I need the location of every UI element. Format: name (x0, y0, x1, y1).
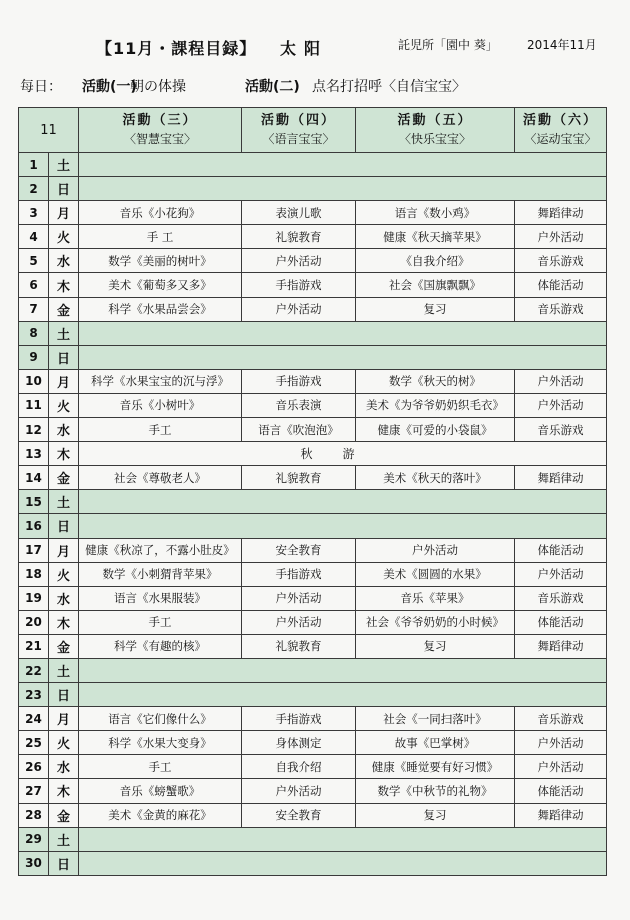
weekend-cell (79, 177, 607, 201)
weekday: 火 (49, 225, 79, 249)
day-number: 9 (19, 345, 49, 369)
day-number: 14 (19, 466, 49, 490)
activity-cell: 数学《秋天的树》 (356, 369, 515, 393)
weekday: 金 (49, 803, 79, 827)
day-number: 11 (19, 393, 49, 417)
weekday: 木 (49, 442, 79, 466)
table-row (19, 466, 607, 490)
weekday: 木 (49, 779, 79, 803)
weekday: 土 (49, 321, 79, 345)
activity-cell: 健康《秋凉了，不露小肚皮》 (79, 538, 242, 562)
activity-cell: 户外活动 (242, 610, 356, 634)
weekday: 日 (49, 683, 79, 707)
activity-cell: 音乐《苹果》 (356, 586, 515, 610)
activity-cell: 手指游戏 (242, 707, 356, 731)
day-number: 18 (19, 562, 49, 586)
day-number: 2 (19, 177, 49, 201)
activity-cell: 礼貌教育 (242, 634, 356, 658)
day-number: 26 (19, 755, 49, 779)
column-header (79, 108, 242, 153)
table-row (19, 755, 607, 779)
weekday: 土 (49, 153, 79, 177)
weekend-cell (79, 851, 607, 875)
day-number: 1 (19, 153, 49, 177)
activity-cell: 美术《秋天的落叶》 (356, 466, 515, 490)
activity-cell: 礼貌教育 (242, 466, 356, 490)
day-number: 12 (19, 418, 49, 442)
activity-cell: 复习 (356, 634, 515, 658)
table-row (19, 321, 607, 345)
table-row (19, 827, 607, 851)
activity-cell: 美术《为爷爷奶奶织毛衣》 (356, 393, 515, 417)
page-header (0, 30, 630, 60)
activity-cell: 户外活动 (356, 538, 515, 562)
day-number: 30 (19, 851, 49, 875)
activity-cell: 《自我介绍》 (356, 249, 515, 273)
weekday: 水 (49, 418, 79, 442)
activity-cell: 舞蹈律动 (515, 466, 607, 490)
weekday: 月 (49, 707, 79, 731)
activity-cell: 音乐游戏 (515, 418, 607, 442)
column-name: 活動（四） (261, 113, 337, 128)
activity2-text: 点名打招呼〈自信宝宝〉 (312, 79, 466, 95)
class-name: 太阳 (280, 39, 329, 58)
weekday: 土 (49, 658, 79, 682)
activity-cell: 安全教育 (242, 803, 356, 827)
weekday: 土 (49, 490, 79, 514)
table-row (19, 731, 607, 755)
activity1-text: 朝の体操 (130, 79, 186, 95)
activity-cell: 体能活动 (515, 538, 607, 562)
table-row (19, 345, 607, 369)
table-row (19, 153, 607, 177)
activity1-label: 活動(一) (82, 79, 137, 95)
activity-cell: 音乐《小花狗》 (79, 201, 242, 225)
weekend-cell (79, 658, 607, 682)
document-title: 【11月・課程目録】 (96, 39, 257, 58)
activity-cell: 户外活动 (515, 562, 607, 586)
weekday: 月 (49, 369, 79, 393)
table-row (19, 369, 607, 393)
activity-cell: 社会《一同扫落叶》 (356, 707, 515, 731)
column-header (356, 108, 515, 153)
day-number: 29 (19, 827, 49, 851)
merged-event: 秋游 (79, 442, 607, 466)
day-number: 27 (19, 779, 49, 803)
column-sub: 〈语言宝宝〉 (262, 132, 335, 146)
day-number: 28 (19, 803, 49, 827)
activity-cell: 复习 (356, 297, 515, 321)
activity-cell: 手工 (79, 610, 242, 634)
column-sub: 〈智慧宝宝〉 (124, 132, 197, 146)
header-row (19, 108, 607, 153)
weekend-cell (79, 683, 607, 707)
weekday: 日 (49, 177, 79, 201)
day-number: 5 (19, 249, 49, 273)
table-row (19, 249, 607, 273)
activity-cell: 手指游戏 (242, 369, 356, 393)
activity-cell: 手 工 (79, 225, 242, 249)
activity-cell: 身体测定 (242, 731, 356, 755)
table-row (19, 297, 607, 321)
activity-cell: 健康《可爱的小袋鼠》 (356, 418, 515, 442)
table-row (19, 177, 607, 201)
school-name: 託児所「園中 葵」 (398, 38, 498, 52)
activity-cell: 社会《尊敬老人》 (79, 466, 242, 490)
activity-cell: 社会《爷爷奶奶的小时候》 (356, 610, 515, 634)
activity-cell: 舞蹈律动 (515, 634, 607, 658)
column-header (515, 108, 607, 153)
activity-cell: 音乐游戏 (515, 707, 607, 731)
table-row (19, 658, 607, 682)
activity-cell: 户外活动 (515, 731, 607, 755)
schedule-body (19, 153, 607, 876)
activity-cell: 自我介绍 (242, 755, 356, 779)
activity-cell: 音乐《螃蟹歌》 (79, 779, 242, 803)
activity-cell: 体能活动 (515, 779, 607, 803)
day-number: 16 (19, 514, 49, 538)
weekday: 木 (49, 273, 79, 297)
weekday: 金 (49, 634, 79, 658)
activity-cell: 数学《小刺猬背苹果》 (79, 562, 242, 586)
column-name: 活動（五） (397, 113, 473, 128)
column-name: 活動（三） (122, 113, 198, 128)
day-number: 8 (19, 321, 49, 345)
day-number: 24 (19, 707, 49, 731)
day-number: 21 (19, 634, 49, 658)
activity-cell: 礼貌教育 (242, 225, 356, 249)
activity-cell: 科学《水果宝宝的沉与浮》 (79, 369, 242, 393)
weekday: 土 (49, 827, 79, 851)
activity-cell: 手工 (79, 418, 242, 442)
column-sub: 〈快乐宝宝〉 (399, 132, 472, 146)
weekday: 水 (49, 586, 79, 610)
activity-cell: 安全教育 (242, 538, 356, 562)
activity-cell: 舞蹈律动 (515, 803, 607, 827)
day-number: 20 (19, 610, 49, 634)
table-row (19, 490, 607, 514)
day-number: 22 (19, 658, 49, 682)
weekday: 火 (49, 393, 79, 417)
activity-cell: 音乐《小树叶》 (79, 393, 242, 417)
table-row (19, 538, 607, 562)
activity-cell: 手指游戏 (242, 562, 356, 586)
activity-cell: 手工 (79, 755, 242, 779)
weekday: 木 (49, 610, 79, 634)
weekend-cell (79, 345, 607, 369)
table-row (19, 586, 607, 610)
weekday: 水 (49, 249, 79, 273)
activity-cell: 健康《睡觉要有好习惯》 (356, 755, 515, 779)
activity-cell: 户外活动 (242, 249, 356, 273)
day-number: 23 (19, 683, 49, 707)
weekday: 水 (49, 755, 79, 779)
table-row (19, 851, 607, 875)
weekend-cell (79, 490, 607, 514)
weekday: 月 (49, 538, 79, 562)
weekend-cell (79, 827, 607, 851)
table-row (19, 418, 607, 442)
activity-cell: 音乐游戏 (515, 249, 607, 273)
weekday: 金 (49, 466, 79, 490)
column-header (242, 108, 356, 153)
activity-cell: 数学《美丽的树叶》 (79, 249, 242, 273)
month-header: 11 (19, 108, 79, 153)
activity-cell: 户外活动 (515, 393, 607, 417)
day-number: 15 (19, 490, 49, 514)
activity-cell: 手指游戏 (242, 273, 356, 297)
weekday: 日 (49, 851, 79, 875)
activity-cell: 体能活动 (515, 610, 607, 634)
activity-cell: 户外活动 (515, 369, 607, 393)
activity-cell: 语言《水果服装》 (79, 586, 242, 610)
activity-cell: 科学《有趣的核》 (79, 634, 242, 658)
table-row (19, 779, 607, 803)
activity-cell: 语言《它们像什么》 (79, 707, 242, 731)
activity-cell: 体能活动 (515, 273, 607, 297)
column-sub: 〈运动宝宝〉 (524, 132, 597, 146)
table-row (19, 225, 607, 249)
activity-cell: 语言《数小鸡》 (356, 201, 515, 225)
activity-cell: 科学《水果品尝会》 (79, 297, 242, 321)
activity-cell: 美术《金黄的麻花》 (79, 803, 242, 827)
weekend-cell (79, 514, 607, 538)
activity-cell: 故事《巴掌树》 (356, 731, 515, 755)
table-row (19, 201, 607, 225)
activity-cell: 健康《秋天摘苹果》 (356, 225, 515, 249)
day-number: 10 (19, 369, 49, 393)
schedule-table (18, 107, 607, 876)
activity-cell: 音乐游戏 (515, 586, 607, 610)
weekday: 火 (49, 731, 79, 755)
table-row (19, 707, 607, 731)
activity-cell: 社会《国旗飘飘》 (356, 273, 515, 297)
activity-cell: 数学《中秋节的礼物》 (356, 779, 515, 803)
day-number: 7 (19, 297, 49, 321)
weekday: 火 (49, 562, 79, 586)
day-number: 6 (19, 273, 49, 297)
table-row (19, 273, 607, 297)
document-date: 2014年11月 (527, 38, 597, 52)
activity-cell: 美术《圆圆的水果》 (356, 562, 515, 586)
table-row (19, 683, 607, 707)
activity-cell: 户外活动 (515, 225, 607, 249)
weekend-cell (79, 153, 607, 177)
table-row (19, 610, 607, 634)
table-row (19, 393, 607, 417)
day-number: 4 (19, 225, 49, 249)
activity-cell: 表演儿歌 (242, 201, 356, 225)
activity-cell: 舞蹈律动 (515, 201, 607, 225)
activity-cell: 户外活动 (242, 297, 356, 321)
activity-cell: 语言《吹泡泡》 (242, 418, 356, 442)
day-number: 19 (19, 586, 49, 610)
table-row (19, 803, 607, 827)
day-number: 25 (19, 731, 49, 755)
activity-cell: 美术《葡萄多又多》 (79, 273, 242, 297)
day-number: 3 (19, 201, 49, 225)
day-number: 13 (19, 442, 49, 466)
activity-cell: 户外活动 (515, 755, 607, 779)
activity-cell: 科学《水果大变身》 (79, 731, 242, 755)
table-row (19, 442, 607, 466)
weekend-cell (79, 321, 607, 345)
weekday: 日 (49, 514, 79, 538)
table-row (19, 562, 607, 586)
column-name: 活動（六） (523, 113, 599, 128)
table-row (19, 514, 607, 538)
activity-cell: 复习 (356, 803, 515, 827)
weekday: 日 (49, 345, 79, 369)
day-number: 17 (19, 538, 49, 562)
activity2-label: 活動(二) (245, 79, 300, 95)
activity-cell: 音乐游戏 (515, 297, 607, 321)
weekday: 金 (49, 297, 79, 321)
table-row (19, 634, 607, 658)
weekday: 月 (49, 201, 79, 225)
activity-cell: 音乐表演 (242, 393, 356, 417)
activity-cell: 户外活动 (242, 779, 356, 803)
daily-label: 每日： (20, 79, 62, 95)
activity-cell: 户外活动 (242, 586, 356, 610)
